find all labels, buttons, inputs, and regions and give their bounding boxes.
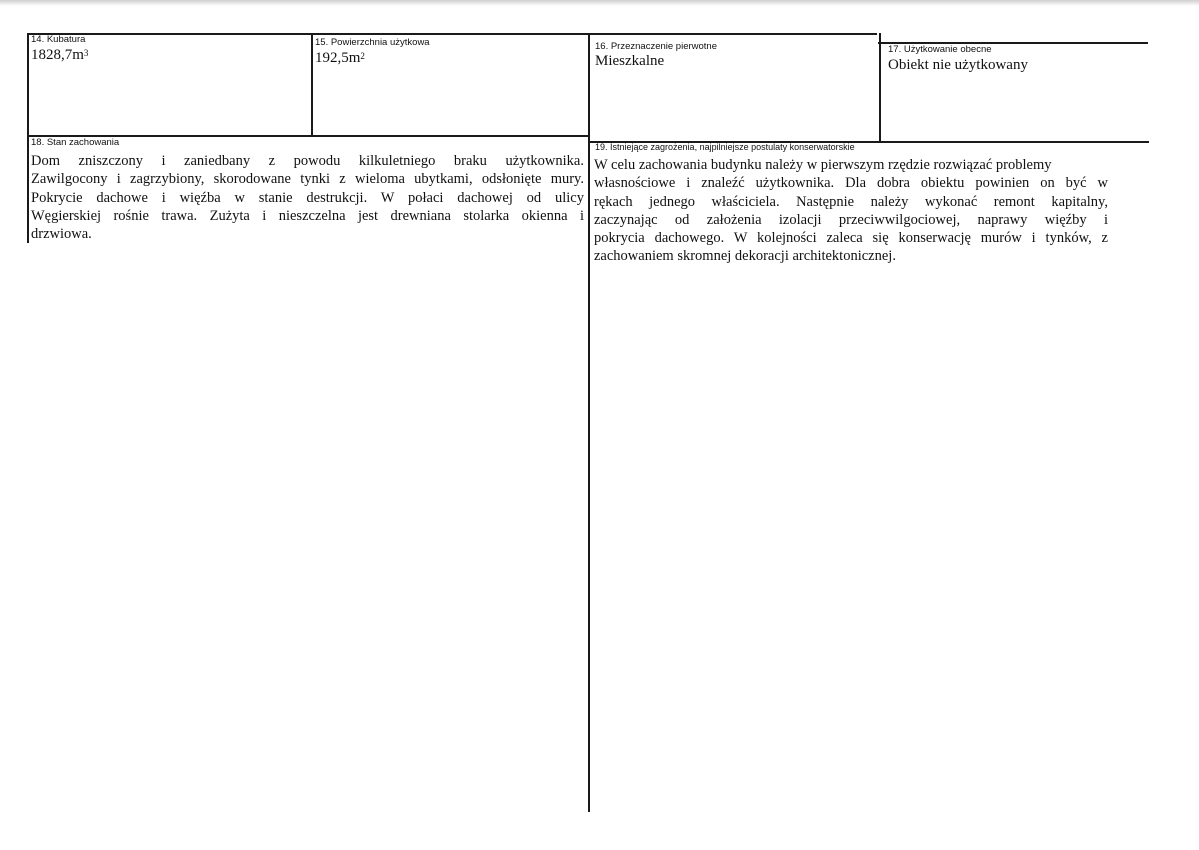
- stan-line: Zawilgocony i zagrzybiony, skorodowane tynki z wieloma ubytkami, odsłonięte mury.: [31, 171, 584, 188]
- top-rule-left: [27, 33, 877, 35]
- left-border: [27, 33, 29, 243]
- divider-14-15: [311, 33, 313, 136]
- przeznaczenie-label: 16. Przeznaczenie pierwotne: [595, 41, 717, 52]
- kubatura-unit-sup: 3: [83, 48, 89, 58]
- kubatura-number: 1828,7m: [31, 47, 84, 63]
- kubatura-label: 14. Kubatura: [31, 34, 86, 45]
- divider-15-16: [588, 33, 590, 812]
- zagrozenia-line: W celu zachowania budynku należy w pierwszym rzędzie rozwiązać problemy: [594, 157, 1052, 173]
- powierzchnia-number: 192,5m: [315, 50, 361, 66]
- powierzchnia-unit-sup: 2: [360, 51, 365, 61]
- zagrozenia-line: pokrycia dachowego. W kolejności zaleca się konserwację murów i tynków, z: [594, 230, 1108, 247]
- divider-16-17: [879, 33, 881, 141]
- zagrozenia-line: zachowaniem skromnej dekoracji architektonicznej.: [594, 248, 896, 265]
- uzytkowanie-label: 17. Użytkowanie obecne: [888, 44, 992, 55]
- stan-line: Dom zniszczony i zaniedbany z powodu kilkuletniego braku użytkownika.: [31, 153, 584, 169]
- zagrozenia-line: zaczynając od założenia izolacji przeciwwilgociowej, naprawy więźby i: [594, 211, 1108, 228]
- zagrozenia-label: 19. Istniejące zagrożenia, najpilniejsze postulaty konserwatorskie: [595, 142, 855, 152]
- stan-line: drzwiowa.: [31, 226, 92, 243]
- powierzchnia-label: 15. Powierzchnia użytkowa: [315, 37, 430, 48]
- zagrozenia-text: [594, 156, 1108, 266]
- zagrozenia-line: rękach jednego właściciela. Następnie należy wykonać remont kapitalny,: [594, 193, 1108, 210]
- przeznaczenie-value: Mieszkalne: [595, 53, 665, 69]
- zagrozenia-line: własnościowe i znaleźć użytkownika. Dla dobra obiektu powinien on być w: [594, 175, 1108, 192]
- stan-line: Pokrycie dachowe i więźba w stanie destrukcji. W połaci dachowej od ulicy: [31, 189, 584, 206]
- stan-text: [31, 152, 584, 243]
- powierzchnia-value: [315, 49, 365, 67]
- stan-line: Węgierskiej rośnie trawa. Zużyta i nieszczelna jest drewniana stolarka okienna i: [31, 207, 584, 224]
- scan-top-edge: [0, 0, 1199, 6]
- uzytkowanie-value: Obiekt nie użytkowany: [888, 57, 1028, 73]
- kubatura-value: [31, 46, 88, 64]
- stan-label: 18. Stan zachowania: [31, 137, 120, 148]
